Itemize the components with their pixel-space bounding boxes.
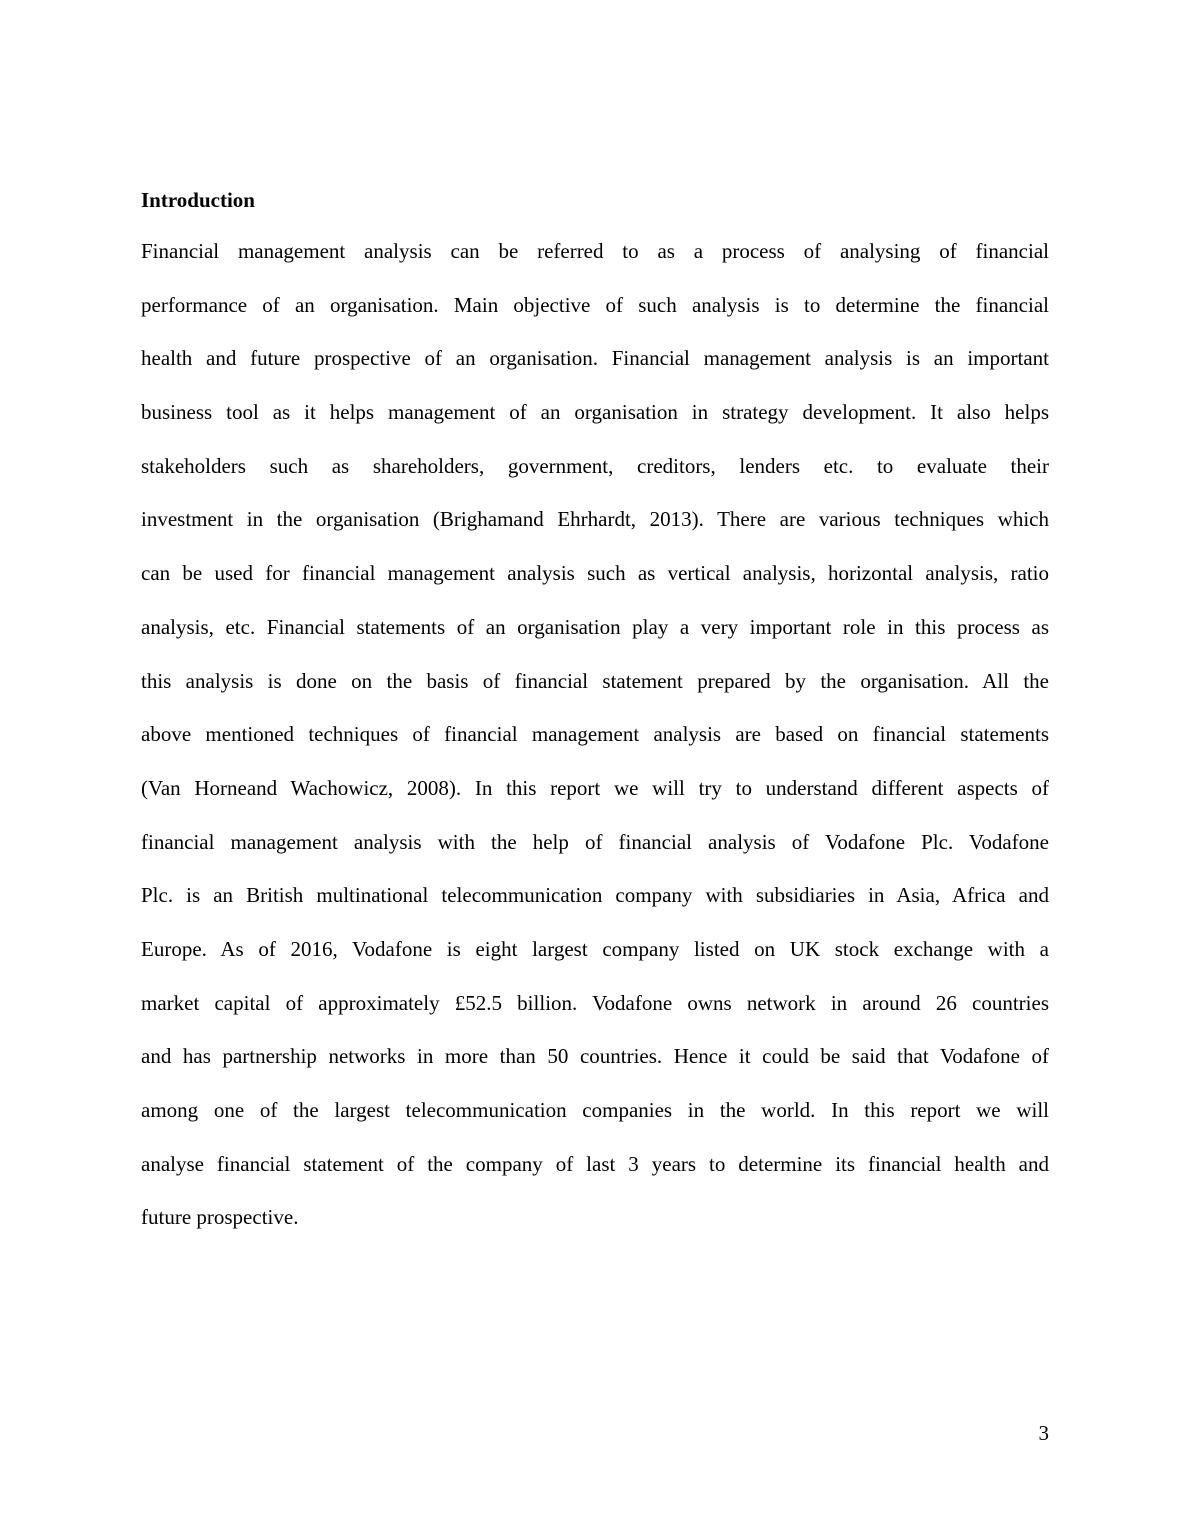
paragraph-line: above mentioned techniques of financial management analysis are based on financial statements (141, 722, 1049, 747)
paragraph-line: Plc. is an British multinational telecommunication company with subsidiaries in Asia, Africa and (141, 883, 1049, 908)
paragraph-line: performance of an organisation. Main objective of such analysis is to determine the financial (141, 292, 1049, 317)
paragraph-line: this analysis is done on the basis of financial statement prepared by the organisation. All the (141, 668, 1049, 693)
paragraph-line: Financial management analysis can be referred to as a process of analysing of financial (141, 239, 1049, 263)
paragraph-line: can be used for financial management analysis such as vertical analysis, horizontal analysis, ratio (141, 561, 1049, 586)
paragraph-line: and has partnership networks in more than 50 countries. Hence it could be said that Vodafone of (141, 1044, 1049, 1069)
paragraph-line: analysis, etc. Financial statements of an organisation play a very important role in this process as (141, 614, 1049, 639)
paragraph-line: financial management analysis with the help of financial analysis of Vodafone Plc. Vodafone (141, 829, 1049, 854)
introduction-paragraph (141, 225, 1049, 1245)
paragraph-line: market capital of approximately £52.5 billion. Vodafone owns network in around 26 countries (141, 990, 1049, 1015)
paragraph-line: business tool as it helps management of an organisation in strategy development. It also helps (141, 400, 1049, 425)
paragraph-line: future prospective. (141, 1205, 299, 1230)
paragraph-line: analyse financial statement of the company of last 3 years to determine its financial health and (141, 1151, 1049, 1176)
paragraph-line: stakeholders such as shareholders, government, creditors, lenders etc. to evaluate their (141, 453, 1049, 478)
paragraph-line: (Van Horneand Wachowicz, 2008). In this report we will try to understand different aspects of (141, 775, 1049, 800)
paragraph-line: health and future prospective of an organisation. Financial management analysis is an important (141, 346, 1049, 371)
paragraph-line: Europe. As of 2016, Vodafone is eight largest company listed on UK stock exchange with a (141, 936, 1049, 961)
section-heading: Introduction (141, 188, 255, 212)
paragraph-line: among one of the largest telecommunication companies in the world. In this report we will (141, 1098, 1049, 1122)
page-number: 3 (1038, 1421, 1049, 1445)
paragraph-line: investment in the organisation (Brighamand Ehrhardt, 2013). There are various techniques which (141, 507, 1049, 532)
